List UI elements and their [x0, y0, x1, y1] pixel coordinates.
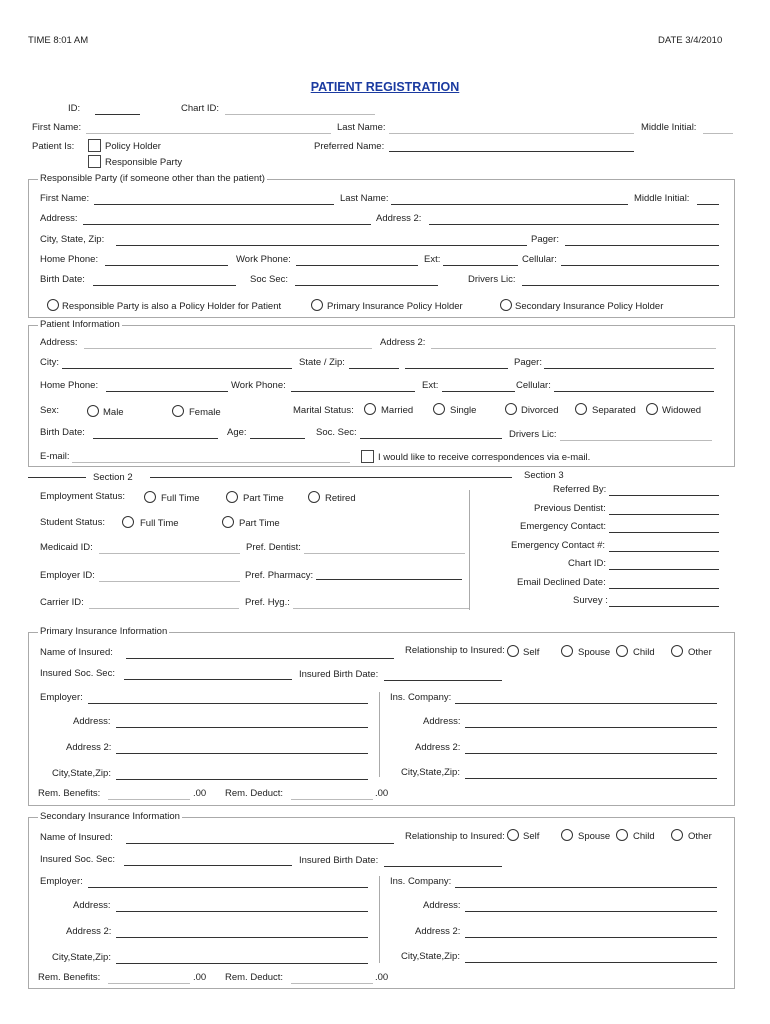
si-insured-birth-date-label: Insured Birth Date: — [299, 855, 379, 866]
pi-ins-address-field[interactable] — [465, 727, 717, 728]
si-ins-address-field[interactable] — [465, 911, 717, 912]
pi-name-of-insured-label: Name of Insured: — [40, 647, 113, 658]
rp-home-phone-field[interactable] — [105, 265, 228, 266]
si-rem-deduct-label: Rem. Deduct: — [225, 972, 284, 983]
pt-single-label: Single — [450, 405, 477, 416]
si-rem-deduct-cents: .00 — [375, 972, 389, 983]
pi-child-radio[interactable] — [616, 645, 628, 657]
stu-part-time-label: Part Time — [239, 518, 280, 529]
pt-drivers-lic-field[interactable] — [560, 440, 712, 441]
section3-label: Section 3 — [524, 470, 564, 481]
si-ins-address2-field[interactable] — [465, 937, 717, 938]
rp-drivers-lic-field[interactable] — [522, 285, 719, 286]
rp-work-phone-field[interactable] — [296, 265, 418, 266]
si-emp-city-state-zip-field[interactable] — [116, 963, 368, 964]
last-name-label: Last Name: — [337, 122, 386, 133]
employment-status-label: Employment Status: — [40, 491, 126, 502]
pref-dentist-label: Pref. Dentist: — [246, 542, 301, 553]
pt-separated-label: Separated — [592, 405, 636, 416]
pi-rem-deduct-cents: .00 — [375, 788, 389, 799]
chart-id-label: Chart ID: — [181, 103, 220, 114]
pi-emp-city-state-zip-field[interactable] — [116, 779, 368, 780]
si-column-divider — [379, 876, 380, 963]
pt-age-label: Age: — [227, 427, 247, 438]
pi-self-label: Self — [523, 647, 540, 658]
id-label: ID: — [68, 103, 81, 114]
pt-female-radio[interactable] — [172, 405, 184, 417]
pt-divorced-radio[interactable] — [505, 403, 517, 415]
pi-spouse-label: Spouse — [578, 647, 611, 658]
pi-insured-birth-date-field[interactable] — [384, 680, 502, 681]
rp-pager-field[interactable] — [565, 245, 719, 246]
responsible-party-legend: Responsible Party (if someone other than the patient) — [40, 173, 265, 184]
si-insured-soc-sec-label: Insured Soc. Sec: — [40, 854, 115, 865]
section2-left-rule — [28, 477, 86, 478]
pt-address2-label: Address 2: — [380, 337, 426, 348]
si-insured-soc-sec-field[interactable] — [124, 865, 292, 866]
si-ins-address-label: Address: — [423, 900, 461, 911]
emp-part-time-label: Part Time — [243, 493, 284, 504]
rp-soc-sec-field[interactable] — [295, 285, 438, 286]
rp-policy-holder-radio[interactable] — [47, 299, 59, 311]
pi-ins-city-state-zip-field[interactable] — [465, 778, 717, 779]
rp-primary-holder-radio[interactable] — [311, 299, 323, 311]
pt-email-label: E-mail: — [40, 451, 70, 462]
si-employer-label: Employer: — [40, 876, 83, 887]
primary-insurance-legend: Primary Insurance Information — [40, 626, 168, 637]
date-stamp: DATE 3/4/2010 — [658, 35, 723, 46]
survey-field[interactable] — [609, 606, 719, 607]
si-self-radio[interactable] — [507, 829, 519, 841]
rp-address-label: Address: — [40, 213, 78, 224]
si-emp-address2-field[interactable] — [116, 937, 368, 938]
referred-by-label: Referred By: — [553, 484, 607, 495]
pt-ext-field[interactable] — [442, 391, 515, 392]
rp-last-name-label: Last Name: — [340, 193, 389, 204]
si-ins-address2-label: Address 2: — [415, 926, 461, 937]
pt-city-field[interactable] — [62, 368, 292, 369]
middle-initial-field[interactable] — [703, 133, 733, 134]
emp-full-time-label: Full Time — [161, 493, 200, 504]
pt-email-opt-in-checkbox[interactable] — [361, 450, 374, 463]
pt-email-opt-in-label: I would like to receive correspondences via e-mail. — [378, 452, 591, 463]
pt-pager-field[interactable] — [544, 368, 714, 369]
carrier-id-label: Carrier ID: — [40, 597, 84, 608]
employer-id-field[interactable] — [99, 581, 240, 582]
survey-label: Survey : — [573, 595, 608, 606]
si-other-label: Other — [688, 831, 712, 842]
si-emp-address-label: Address: — [73, 900, 111, 911]
pref-dentist-field[interactable] — [304, 553, 465, 554]
preferred-name-label: Preferred Name: — [314, 141, 385, 152]
si-child-radio[interactable] — [616, 829, 628, 841]
pt-married-label: Married — [381, 405, 414, 416]
rp-primary-holder-option-label: Primary Insurance Policy Holder — [327, 301, 463, 312]
si-rem-benefits-cents: .00 — [193, 972, 207, 983]
rp-birth-date-field[interactable] — [93, 285, 236, 286]
pt-zip-field[interactable] — [405, 368, 508, 369]
pi-employer-field[interactable] — [88, 703, 368, 704]
patient-is-label: Patient Is: — [32, 141, 75, 152]
pt-address-field[interactable] — [84, 348, 372, 349]
pt-separated-radio[interactable] — [575, 403, 587, 415]
pt-widowed-radio[interactable] — [646, 403, 658, 415]
page-title: PATIENT REGISTRATION — [310, 80, 460, 94]
rp-drivers-lic-label: Drivers Lic: — [468, 274, 516, 285]
responsible-party-checkbox[interactable] — [88, 155, 101, 168]
pref-hyg-field[interactable] — [293, 608, 469, 609]
rp-ext-label: Ext: — [424, 254, 441, 265]
pi-relationship-label: Relationship to Insured: — [405, 645, 505, 656]
rp-first-name-field[interactable] — [94, 204, 334, 205]
rp-pager-label: Pager: — [531, 234, 559, 245]
employer-id-label: Employer ID: — [40, 570, 95, 581]
si-insured-birth-date-field[interactable] — [384, 866, 502, 867]
pi-ins-company-label: Ins. Company: — [390, 692, 452, 703]
section2-right-rule — [150, 477, 512, 478]
pt-cellular-label: Cellular: — [516, 380, 551, 391]
pref-hyg-label: Pref. Hyg.: — [245, 597, 290, 608]
pt-cellular-field[interactable] — [554, 391, 714, 392]
s3-chart-id-field[interactable] — [609, 569, 719, 570]
section-divider — [469, 490, 470, 610]
pi-spouse-radio[interactable] — [561, 645, 573, 657]
emergency-contact-label: Emergency Contact: — [520, 521, 607, 532]
rp-address-field[interactable] — [83, 224, 371, 225]
rp-middle-initial-field[interactable] — [697, 204, 719, 205]
si-spouse-label: Spouse — [578, 831, 611, 842]
rp-address2-field[interactable] — [429, 224, 719, 225]
si-ins-company-field[interactable] — [455, 887, 717, 888]
stu-full-time-radio[interactable] — [122, 516, 134, 528]
pt-pager-label: Pager: — [514, 357, 542, 368]
pt-marital-status-label: Marital Status: — [293, 405, 354, 416]
last-name-field[interactable] — [389, 133, 634, 134]
rp-policy-holder-option-label: Responsible Party is also a Policy Holder for Patient — [62, 301, 282, 312]
first-name-label: First Name: — [32, 122, 82, 133]
pi-ins-company-field[interactable] — [455, 703, 717, 704]
si-other-radio[interactable] — [671, 829, 683, 841]
pt-home-phone-field[interactable] — [106, 391, 228, 392]
si-employer-field[interactable] — [88, 887, 368, 888]
pi-insured-soc-sec-field[interactable] — [124, 679, 292, 680]
rp-middle-initial-label: Middle Initial: — [634, 193, 690, 204]
pi-name-of-insured-field[interactable] — [126, 658, 394, 659]
pi-rem-benefits-field[interactable] — [108, 799, 190, 800]
pi-rem-deduct-label: Rem. Deduct: — [225, 788, 284, 799]
rp-home-phone-label: Home Phone: — [40, 254, 99, 265]
rp-first-name-label: First Name: — [40, 193, 90, 204]
pi-emp-address-label: Address: — [73, 716, 111, 727]
pi-ins-city-state-zip-label: City,State,Zip: — [401, 767, 460, 778]
si-child-label: Child — [633, 831, 655, 842]
pt-address2-field[interactable] — [431, 348, 716, 349]
pt-ext-label: Ext: — [422, 380, 439, 391]
pref-pharmacy-label: Pref. Pharmacy: — [245, 570, 314, 581]
pi-rem-benefits-label: Rem. Benefits: — [38, 788, 101, 799]
stu-full-time-label: Full Time — [140, 518, 179, 529]
patient-information-legend: Patient Information — [40, 319, 120, 330]
rp-last-name-field[interactable] — [391, 204, 628, 205]
pt-email-field[interactable] — [72, 462, 350, 463]
pt-soc-sec-label: Soc. Sec: — [316, 427, 357, 438]
pt-address-label: Address: — [40, 337, 78, 348]
rp-work-phone-label: Work Phone: — [236, 254, 291, 265]
si-self-label: Self — [523, 831, 540, 842]
pi-ins-address2-label: Address 2: — [415, 742, 461, 753]
pref-pharmacy-field[interactable] — [316, 579, 462, 580]
rp-secondary-holder-option-label: Secondary Insurance Policy Holder — [515, 301, 664, 312]
si-ins-company-label: Ins. Company: — [390, 876, 452, 887]
carrier-id-field[interactable] — [89, 608, 239, 609]
si-name-of-insured-label: Name of Insured: — [40, 832, 113, 843]
si-rem-benefits-field[interactable] — [108, 983, 190, 984]
pt-state-zip-label: State / Zip: — [299, 357, 345, 368]
stu-part-time-radio[interactable] — [222, 516, 234, 528]
pt-single-radio[interactable] — [433, 403, 445, 415]
pt-work-phone-label: Work Phone: — [231, 380, 286, 391]
previous-dentist-field[interactable] — [609, 514, 719, 515]
pt-soc-sec-field[interactable] — [360, 438, 502, 439]
rp-city-state-zip-label: City, State, Zip: — [40, 234, 105, 245]
emp-retired-radio[interactable] — [308, 491, 320, 503]
si-emp-address2-label: Address 2: — [66, 926, 112, 937]
previous-dentist-label: Previous Dentist: — [534, 503, 606, 514]
pt-male-label: Male — [103, 407, 124, 418]
emp-part-time-radio[interactable] — [226, 491, 238, 503]
si-rem-deduct-field[interactable] — [291, 983, 373, 984]
pt-home-phone-label: Home Phone: — [40, 380, 99, 391]
email-declined-field[interactable] — [609, 588, 719, 589]
pt-birth-date-label: Birth Date: — [40, 427, 85, 438]
emergency-contact-num-field[interactable] — [609, 551, 719, 552]
policy-holder-checkbox[interactable] — [88, 139, 101, 152]
pt-married-radio[interactable] — [364, 403, 376, 415]
si-relationship-label: Relationship to Insured: — [405, 831, 505, 842]
si-name-of-insured-field[interactable] — [126, 843, 394, 844]
time-stamp: TIME 8:01 AM — [28, 35, 89, 46]
middle-initial-label: Middle Initial: — [641, 122, 697, 133]
pt-sex-label: Sex: — [40, 405, 60, 416]
si-rem-benefits-label: Rem. Benefits: — [38, 972, 101, 983]
pi-insured-birth-date-label: Insured Birth Date: — [299, 669, 379, 680]
pt-male-radio[interactable] — [87, 405, 99, 417]
chart-id-field[interactable] — [225, 114, 375, 115]
secondary-insurance-legend: Secondary Insurance Information — [40, 811, 180, 822]
si-spouse-radio[interactable] — [561, 829, 573, 841]
s3-chart-id-label: Chart ID: — [568, 558, 607, 569]
pi-emp-address2-field[interactable] — [116, 753, 368, 754]
si-ins-city-state-zip-label: City,State,Zip: — [401, 951, 460, 962]
pt-divorced-label: Divorced — [521, 405, 559, 416]
preferred-name-field[interactable] — [389, 151, 634, 152]
pi-emp-address2-label: Address 2: — [66, 742, 112, 753]
si-emp-city-state-zip-label: City,State,Zip: — [52, 952, 111, 963]
rp-cellular-field[interactable] — [561, 265, 719, 266]
pi-ins-address2-field[interactable] — [465, 753, 717, 754]
pi-column-divider — [379, 692, 380, 777]
pt-birth-date-field[interactable] — [93, 438, 218, 439]
student-status-label: Student Status: — [40, 517, 105, 528]
pt-widowed-label: Widowed — [662, 405, 702, 416]
medicaid-id-label: Medicaid ID: — [40, 542, 93, 553]
rp-ext-field[interactable] — [443, 265, 518, 266]
pt-female-label: Female — [189, 407, 221, 418]
pi-rem-benefits-cents: .00 — [193, 788, 207, 799]
policy-holder-label: Policy Holder — [105, 141, 161, 152]
pi-insured-soc-sec-label: Insured Soc. Sec: — [40, 668, 115, 679]
rp-cellular-label: Cellular: — [522, 254, 557, 265]
pt-work-phone-field[interactable] — [291, 391, 415, 392]
emp-retired-label: Retired — [325, 493, 356, 504]
pi-employer-label: Employer: — [40, 692, 83, 703]
si-ins-city-state-zip-field[interactable] — [465, 962, 717, 963]
si-emp-address-field[interactable] — [116, 911, 368, 912]
emergency-contact-num-label: Emergency Contact #: — [511, 540, 605, 551]
pi-self-radio[interactable] — [507, 645, 519, 657]
rp-city-state-zip-field[interactable] — [116, 245, 527, 246]
emergency-contact-field[interactable] — [609, 532, 719, 533]
section2-label: Section 2 — [93, 472, 133, 483]
rp-soc-sec-label: Soc Sec: — [250, 274, 289, 285]
first-name-field[interactable] — [86, 133, 331, 134]
pi-emp-address-field[interactable] — [116, 727, 368, 728]
pi-ins-address-label: Address: — [423, 716, 461, 727]
pi-child-label: Child — [633, 647, 655, 658]
email-declined-label: Email Declined Date: — [517, 577, 606, 588]
pi-other-label: Other — [688, 647, 712, 658]
referred-by-field[interactable] — [609, 495, 719, 496]
pt-age-field[interactable] — [250, 438, 305, 439]
responsible-party-label: Responsible Party — [105, 157, 183, 168]
pt-state-field[interactable] — [349, 368, 399, 369]
pt-city-label: City: — [40, 357, 59, 368]
rp-address2-label: Address 2: — [376, 213, 422, 224]
pi-other-radio[interactable] — [671, 645, 683, 657]
pt-drivers-lic-label: Drivers Lic: — [509, 429, 557, 440]
rp-secondary-holder-radio[interactable] — [500, 299, 512, 311]
emp-full-time-radio[interactable] — [144, 491, 156, 503]
pi-emp-city-state-zip-label: City,State,Zip: — [52, 768, 111, 779]
id-field[interactable] — [95, 114, 140, 115]
pi-rem-deduct-field[interactable] — [291, 799, 373, 800]
medicaid-id-field[interactable] — [99, 553, 240, 554]
rp-birth-date-label: Birth Date: — [40, 274, 85, 285]
